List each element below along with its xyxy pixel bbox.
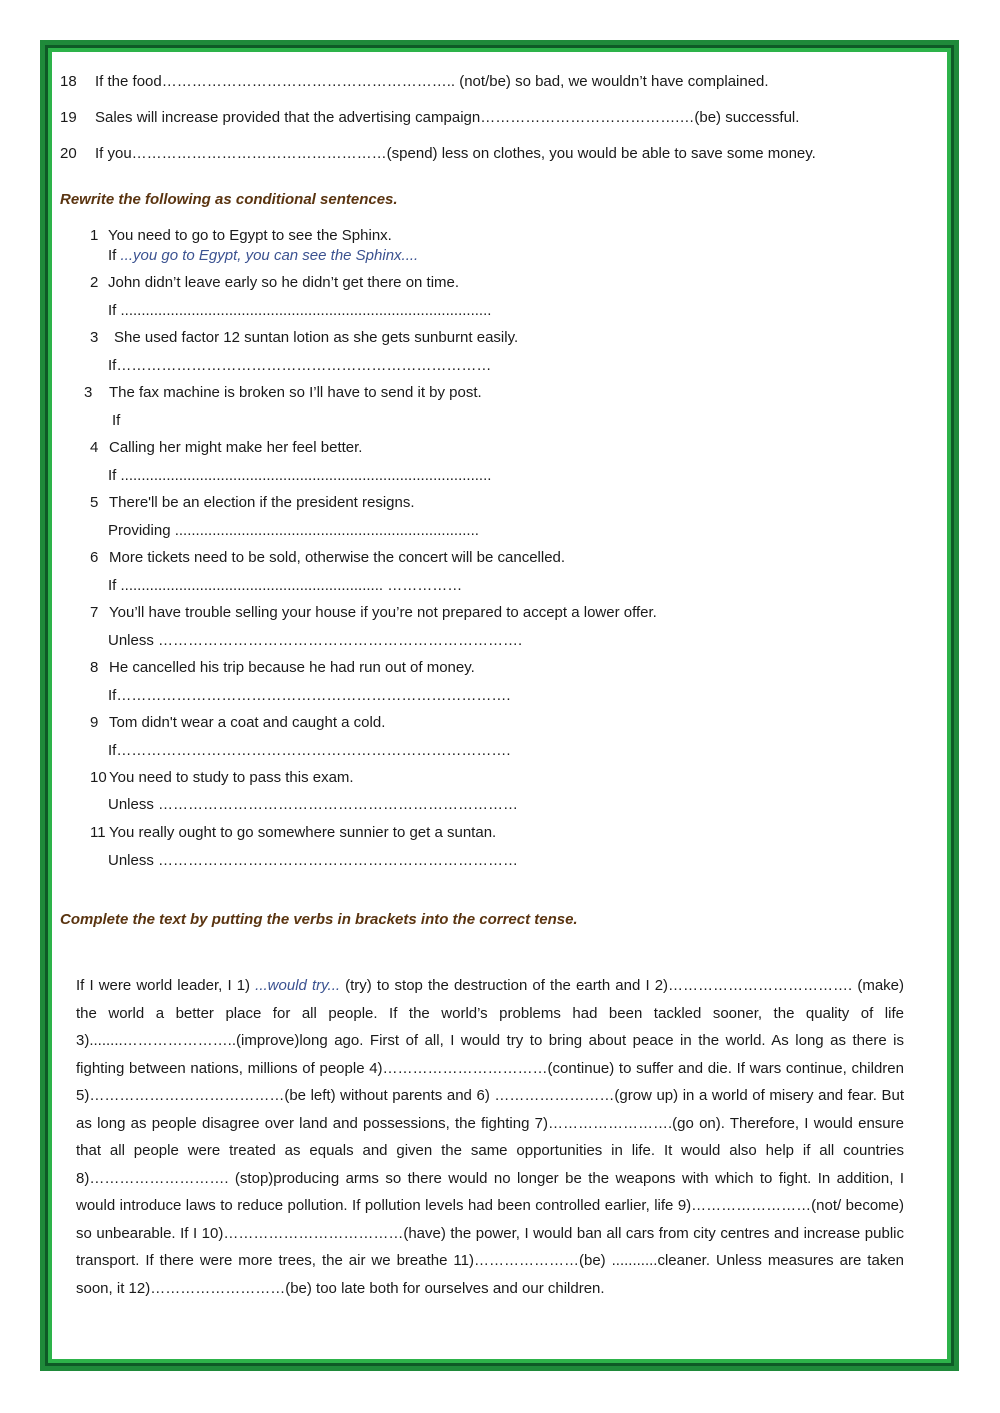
- answer-line[interactable]: Unless ………………………………………………………………: [108, 852, 519, 869]
- item-number: 3: [84, 384, 93, 401]
- answer-line[interactable]: If .........................................................................................: [108, 467, 492, 484]
- example-answer: ...would try...: [255, 977, 341, 994]
- exercise-item: [60, 109, 800, 127]
- rewrite-item: [90, 604, 657, 622]
- item-number: 20: [60, 145, 77, 162]
- answer-prompt: If: [108, 247, 121, 264]
- rewrite-item: [90, 824, 497, 842]
- cloze-text-start: If I were world leader, I 1): [76, 977, 256, 994]
- item-number: 19: [60, 109, 77, 126]
- item-sentence: You really ought to go somewhere sunnier to get a suntan.: [109, 824, 497, 841]
- item-number: 18: [60, 73, 77, 90]
- item-sentence: Tom didn't wear a coat and caught a cold.: [109, 714, 386, 731]
- answer-line[interactable]: [108, 247, 418, 265]
- item-text: If you……………………………………………(spend) less on clothes, you would be able to save some money.: [95, 145, 816, 162]
- answer-line[interactable]: Unless ………………………………………………………………: [108, 796, 519, 813]
- section-heading-rewrite: Rewrite the following as conditional sentences.: [60, 191, 398, 208]
- answer-line[interactable]: If ............................................................... ……………: [108, 577, 463, 594]
- item-sentence: You need to go to Egypt to see the Sphinx.: [108, 227, 392, 244]
- answer-line[interactable]: If: [112, 412, 121, 429]
- item-text: If the food………………………………………………….. (not/be) so bad, we wouldn’t have complained.: [95, 73, 769, 90]
- rewrite-item: [84, 384, 482, 402]
- item-number: 3: [90, 329, 99, 346]
- item-sentence: You need to study to pass this exam.: [109, 769, 354, 786]
- rewrite-item: [90, 227, 392, 245]
- cloze-paragraph: [76, 972, 904, 1302]
- answer-line[interactable]: Unless ……………………………………………………………….: [108, 632, 523, 649]
- rewrite-item: [90, 769, 354, 787]
- item-number: 8: [90, 659, 99, 676]
- cloze-text-body: (try) to stop the destruction of the earth and I 2)………………………………. (make) the world a better place for all people. If the world’s problems had been tackled sooner, the quality of life 3)........…………………..(improve)long ago. First of all, I would try to bring about peace in the world. As long as there is fighting between nations, millions of people 4)……………………………(continue) to suffer and die. If wars continue, children 5)…………………………………(be left) without parents and 6) ……………………(grow up) in a world of misery and fear. But as long as people disagree over land and possessions, the fighting 7)…………………….(go on). Therefore, I would ensure that all people were treated as equals and given the same opportunities in life. It would also help if all countries 8)………………………. (stop)producing arms so there would no longer be the weapons with which to fight. In addition, I would introduce laws to reduce pollution. If pollution levels had been controlled earlier, life 9)……………………(not/ become) so unbearable. If I 10)………………………………(have) the power, I would ban all cars from city centres and increase public transport. If there were more trees, the air we breathe 11)…………………(be) ...........cleaner. Unless measures are taken soon, it 12)………………………(be) too late both for ourselves and our children.: [76, 977, 904, 1297]
- item-sentence: Calling her might make her feel better.: [109, 439, 363, 456]
- item-sentence: He cancelled his trip because he had run out of money.: [109, 659, 475, 676]
- item-number: 1: [90, 227, 99, 244]
- rewrite-item: [90, 549, 566, 567]
- answer-line[interactable]: If…………………………………………………………………….: [108, 687, 511, 704]
- item-sentence: The fax machine is broken so I’ll have to send it by post.: [109, 384, 482, 401]
- rewrite-item: [90, 274, 460, 292]
- answer-line[interactable]: If…………………………………………………………………….: [108, 742, 511, 759]
- item-sentence: There'll be an election if the president resigns.: [109, 494, 415, 511]
- item-number: 6: [90, 549, 99, 566]
- rewrite-item: [90, 439, 363, 457]
- item-sentence: More tickets need to be sold, otherwise the concert will be cancelled.: [109, 549, 566, 566]
- rewrite-item: [90, 659, 475, 677]
- rewrite-item: [90, 329, 519, 347]
- item-sentence: She used factor 12 suntan lotion as she gets sunburnt easily.: [114, 329, 519, 346]
- item-number: 9: [90, 714, 99, 731]
- item-text: Sales will increase provided that the advertising campaign………………………………….…(be) successful.: [95, 109, 800, 126]
- example-answer: ...you go to Egypt, you can see the Sphinx....: [120, 247, 419, 264]
- section-heading-complete: Complete the text by putting the verbs in brackets into the correct tense.: [60, 911, 578, 928]
- rewrite-item: [90, 714, 386, 732]
- item-number: 2: [90, 274, 99, 291]
- item-number: 11: [90, 824, 106, 841]
- answer-line[interactable]: If…………………………………………………………………: [108, 357, 492, 374]
- exercise-item: [60, 145, 816, 163]
- answer-line[interactable]: Providing .........................................................................: [108, 522, 479, 539]
- item-sentence: You’ll have trouble selling your house if you’re not prepared to accept a lower offer.: [109, 604, 657, 621]
- rewrite-item: [90, 494, 415, 512]
- item-number: 10: [90, 769, 107, 786]
- item-number: 5: [90, 494, 99, 511]
- answer-line[interactable]: If .........................................................................................: [108, 302, 492, 319]
- item-number: 4: [90, 439, 99, 456]
- item-number: 7: [90, 604, 99, 621]
- exercise-item: [60, 73, 769, 91]
- item-sentence: John didn’t leave early so he didn’t get there on time.: [108, 274, 460, 291]
